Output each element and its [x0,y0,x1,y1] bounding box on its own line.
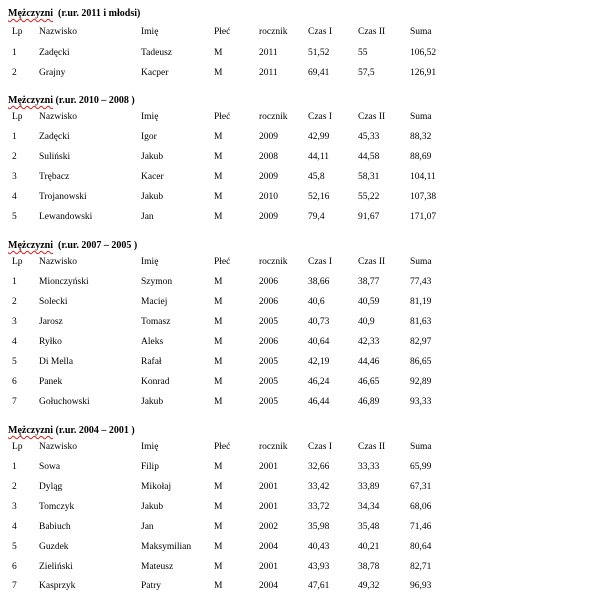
cell-imie: Mateusz [141,562,174,572]
col-czas1-header: Czas I [308,112,333,122]
col-lp-header: Lp [12,442,23,452]
cell-plec: M [214,48,223,58]
section-title-main: Mężczyzni [8,8,53,19]
col-rocznik-header: rocznik [259,257,288,267]
cell-lp: 2 [12,152,17,162]
col-czas2-header: Czas II [358,112,386,122]
col-lp-header: Lp [12,27,23,37]
cell-suma: 81,63 [410,317,432,327]
cell-rocznik: 2009 [259,172,278,182]
table-row [0,542,600,556]
col-czas1-header: Czas I [308,257,333,267]
cell-imie: Igor [141,132,157,142]
cell-rocznik: 2001 [259,502,278,512]
cell-imie: Maksymilian [141,542,192,552]
cell-plec: M [214,68,223,78]
cell-imie: Konrad [141,377,170,387]
cell-imie: Maciej [141,297,168,307]
cell-suma: 96,93 [410,581,432,591]
cell-czas1: 35,98 [308,522,330,532]
cell-plec: M [214,581,223,591]
table-row [0,68,600,82]
cell-rocznik: 2004 [259,581,278,591]
cell-czas1: 38,66 [308,277,330,287]
table-row [0,297,600,311]
cell-rocznik: 2006 [259,297,278,307]
cell-lp: 7 [12,397,17,407]
cell-plec: M [214,277,223,287]
cell-czas1: 40,43 [308,542,330,552]
col-rocznik-header: rocznik [259,442,288,452]
cell-czas2: 38,78 [358,562,380,572]
col-suma-header: Suma [410,112,432,122]
table-row [0,317,600,331]
cell-czas2: 40,9 [358,317,375,327]
cell-plec: M [214,172,223,182]
cell-plec: M [214,462,223,472]
cell-suma: 86,65 [410,357,432,367]
cell-rocznik: 2004 [259,542,278,552]
cell-nazwisko: Kasprzyk [39,581,76,591]
cell-nazwisko: Grajny [39,68,66,78]
cell-lp: 5 [12,357,17,367]
cell-nazwisko: Zadęcki [39,48,70,58]
cell-czas2: 55 [358,48,368,58]
cell-imie: Filip [141,462,159,472]
table-row [0,357,600,371]
cell-suma: 67,31 [410,482,432,492]
cell-imie: Rafał [141,357,162,367]
cell-czas1: 33,42 [308,482,330,492]
cell-nazwisko: Babiuch [39,522,71,532]
cell-suma: 104,11 [410,172,436,182]
cell-czas1: 43,93 [308,562,330,572]
cell-czas1: 69,41 [308,68,330,78]
cell-rocznik: 2002 [259,522,278,532]
cell-suma: 107,38 [410,192,437,202]
cell-nazwisko: Trojanowski [39,192,87,202]
section-title-range: (r.ur. 2011 i młodsi) [57,8,141,19]
cell-rocznik: 2010 [259,192,278,202]
cell-czas1: 32,66 [308,462,330,472]
cell-czas1: 42,19 [308,357,330,367]
cell-nazwisko: Jarosz [39,317,63,327]
col-plec-header: Płeć [214,27,231,37]
cell-imie: Jakub [141,192,164,202]
cell-lp: 1 [12,48,17,58]
cell-nazwisko: Di Mella [39,357,74,367]
cell-czas1: 40,64 [308,337,330,347]
col-czas2-header: Czas II [358,442,386,452]
cell-lp: 4 [12,337,17,347]
section-title-main: Mężczyzni [8,240,53,251]
cell-nazwisko: Guzdek [39,542,69,552]
cell-plec: M [214,212,223,222]
section-title-main: Mężczyzni [8,425,53,436]
cell-czas2: 34,34 [358,502,380,512]
cell-czas2: 44,46 [358,357,380,367]
cell-suma: 81,19 [410,297,432,307]
cell-lp: 2 [12,297,17,307]
col-suma-header: Suma [410,27,432,37]
cell-imie: Kacer [141,172,164,182]
cell-czas1: 51,52 [308,48,330,58]
table-row [0,48,600,62]
cell-rocznik: 2001 [259,482,278,492]
cell-imie: Tomasz [141,317,171,327]
cell-suma: 126,91 [410,68,437,78]
col-rocznik-header: rocznik [259,112,288,122]
cell-czas1: 45,8 [308,172,325,182]
cell-imie: Kacper [141,68,169,78]
header-row [0,257,600,271]
col-czas1-header: Czas I [308,27,333,37]
table-row [0,462,600,476]
cell-lp: 5 [12,212,17,222]
cell-plec: M [214,132,223,142]
cell-nazwisko: Gołuchowski [39,397,90,407]
cell-suma: 93,33 [410,397,432,407]
table-row [0,502,600,516]
cell-czas2: 58,31 [358,172,380,182]
table-row [0,581,600,595]
cell-plec: M [214,482,223,492]
cell-rocznik: 2001 [259,462,278,472]
cell-lp: 5 [12,542,17,552]
cell-suma: 82,97 [410,337,432,347]
cell-czas2: 44,58 [358,152,380,162]
cell-imie: Jakub [141,152,164,162]
cell-nazwisko: Panek [39,377,63,387]
cell-plec: M [214,192,223,202]
table-row [0,277,600,291]
cell-czas2: 46,89 [358,397,380,407]
cell-suma: 71,46 [410,522,432,532]
cell-rocznik: 2005 [259,357,278,367]
cell-plec: M [214,337,223,347]
cell-plec: M [214,317,223,327]
cell-rocznik: 2006 [259,337,278,347]
table-row [0,337,600,351]
cell-rocznik: 2005 [259,317,278,327]
col-rocznik-header: rocznik [259,27,288,37]
cell-imie: Jan [141,522,154,532]
cell-imie: Szymon [141,277,173,287]
cell-rocznik: 2009 [259,132,278,142]
table-row [0,562,600,576]
col-imie-header: Imię [141,442,159,452]
cell-rocznik: 2001 [259,562,278,572]
cell-czas2: 33,89 [358,482,380,492]
cell-czas1: 40,6 [308,297,325,307]
cell-imie: Mikołaj [141,482,172,492]
cell-imie: Jakub [141,397,164,407]
cell-lp: 3 [12,502,17,512]
cell-lp: 1 [12,277,17,287]
section-title [8,240,137,251]
table-row [0,192,600,206]
cell-plec: M [214,297,223,307]
section-title-range: (r.ur. 2007 – 2005 ) [57,240,138,251]
table-row [0,212,600,226]
cell-czas2: 40,59 [358,297,380,307]
cell-rocznik: 2005 [259,397,278,407]
cell-lp: 6 [12,377,17,387]
col-nazwisko-header: Nazwisko [39,257,77,267]
cell-nazwisko: Tomczyk [39,502,75,512]
section-title-range: (r.ur. 2004 – 2001 ) [55,425,135,436]
cell-plec: M [214,152,223,162]
col-plec-header: Płeć [214,442,231,452]
cell-suma: 171,07 [410,212,437,222]
cell-czas1: 44,11 [308,152,330,162]
table-row [0,482,600,496]
cell-czas1: 46,44 [308,397,330,407]
cell-czas2: 38,77 [358,277,380,287]
cell-nazwisko: Dyląg [39,482,63,492]
cell-lp: 1 [12,462,17,472]
cell-nazwisko: Sowa [39,462,61,472]
cell-czas2: 49,32 [358,581,380,591]
cell-rocznik: 2005 [259,377,278,387]
cell-czas2: 55,22 [358,192,380,202]
cell-imie: Aleks [141,337,164,347]
cell-lp: 3 [12,317,17,327]
cell-suma: 88,32 [410,132,432,142]
cell-nazwisko: Suliński [39,152,71,162]
cell-suma: 106,52 [410,48,437,58]
cell-czas2: 57,5 [358,68,375,78]
col-suma-header: Suma [410,442,432,452]
cell-suma: 88,69 [410,152,432,162]
cell-rocznik: 2008 [259,152,278,162]
cell-czas1: 42,99 [308,132,330,142]
section-title-range: (r.ur. 2010 – 2008 ) [55,95,135,106]
cell-nazwisko: Lewandowski [39,212,93,222]
table-row [0,397,600,411]
section-title [8,95,135,106]
cell-nazwisko: Zadęcki [39,132,70,142]
col-czas1-header: Czas I [308,442,333,452]
cell-plec: M [214,502,223,512]
cell-plec: M [214,542,223,552]
cell-czas1: 79,4 [308,212,325,222]
cell-czas1: 33,72 [308,502,330,512]
header-row [0,112,600,126]
cell-lp: 3 [12,172,17,182]
header-row [0,442,600,456]
col-nazwisko-header: Nazwisko [39,27,77,37]
col-suma-header: Suma [410,257,432,267]
section-title-main: Mężczyzni [8,95,53,106]
cell-rocznik: 2006 [259,277,278,287]
col-lp-header: Lp [12,112,23,122]
col-czas2-header: Czas II [358,257,386,267]
cell-lp: 7 [12,581,17,591]
cell-plec: M [214,357,223,367]
cell-suma: 77,43 [410,277,432,287]
col-imie-header: Imię [141,257,159,267]
cell-lp: 1 [12,132,17,142]
cell-suma: 65,99 [410,462,432,472]
col-plec-header: Płeć [214,112,231,122]
col-imie-header: Imię [141,27,159,37]
col-nazwisko-header: Nazwisko [39,442,77,452]
cell-imie: Tadeusz [141,48,172,58]
cell-rocznik: 2011 [259,68,278,78]
cell-czas2: 40,21 [358,542,380,552]
table-row [0,152,600,166]
cell-plec: M [214,377,223,387]
section-title [8,425,135,436]
cell-imie: Jakub [141,502,164,512]
cell-czas2: 45,33 [358,132,380,142]
cell-plec: M [214,397,223,407]
cell-lp: 2 [12,482,17,492]
cell-czas1: 52,16 [308,192,330,202]
cell-czas2: 35,48 [358,522,380,532]
cell-czas2: 46,65 [358,377,380,387]
table-row [0,377,600,391]
cell-nazwisko: Zieliński [39,562,73,572]
table-row [0,132,600,146]
table-row [0,172,600,186]
cell-czas2: 33,33 [358,462,380,472]
cell-suma: 68,06 [410,502,432,512]
col-plec-header: Płeć [214,257,231,267]
cell-czas1: 40,73 [308,317,330,327]
cell-rocznik: 2009 [259,212,278,222]
cell-lp: 4 [12,522,17,532]
cell-czas1: 46,24 [308,377,330,387]
section-title [8,8,140,19]
col-imie-header: Imię [141,112,159,122]
cell-plec: M [214,522,223,532]
col-lp-header: Lp [12,257,23,267]
cell-nazwisko: Ryłko [39,337,62,347]
cell-nazwisko: Solecki [39,297,68,307]
col-czas2-header: Czas II [358,27,386,37]
cell-suma: 82,71 [410,562,432,572]
cell-czas1: 47,61 [308,581,330,591]
cell-rocznik: 2011 [259,48,278,58]
cell-suma: 92,89 [410,377,432,387]
cell-lp: 6 [12,562,17,572]
cell-imie: Patry [141,581,162,591]
cell-suma: 80,64 [410,542,432,552]
cell-czas2: 42,33 [358,337,380,347]
cell-plec: M [214,562,223,572]
cell-nazwisko: Mionczyński [39,277,89,287]
col-nazwisko-header: Nazwisko [39,112,77,122]
cell-czas2: 91,67 [358,212,380,222]
header-row [0,27,600,41]
cell-lp: 4 [12,192,17,202]
table-row [0,522,600,536]
cell-imie: Jan [141,212,154,222]
cell-lp: 2 [12,68,17,78]
cell-nazwisko: Trębacz [39,172,70,182]
